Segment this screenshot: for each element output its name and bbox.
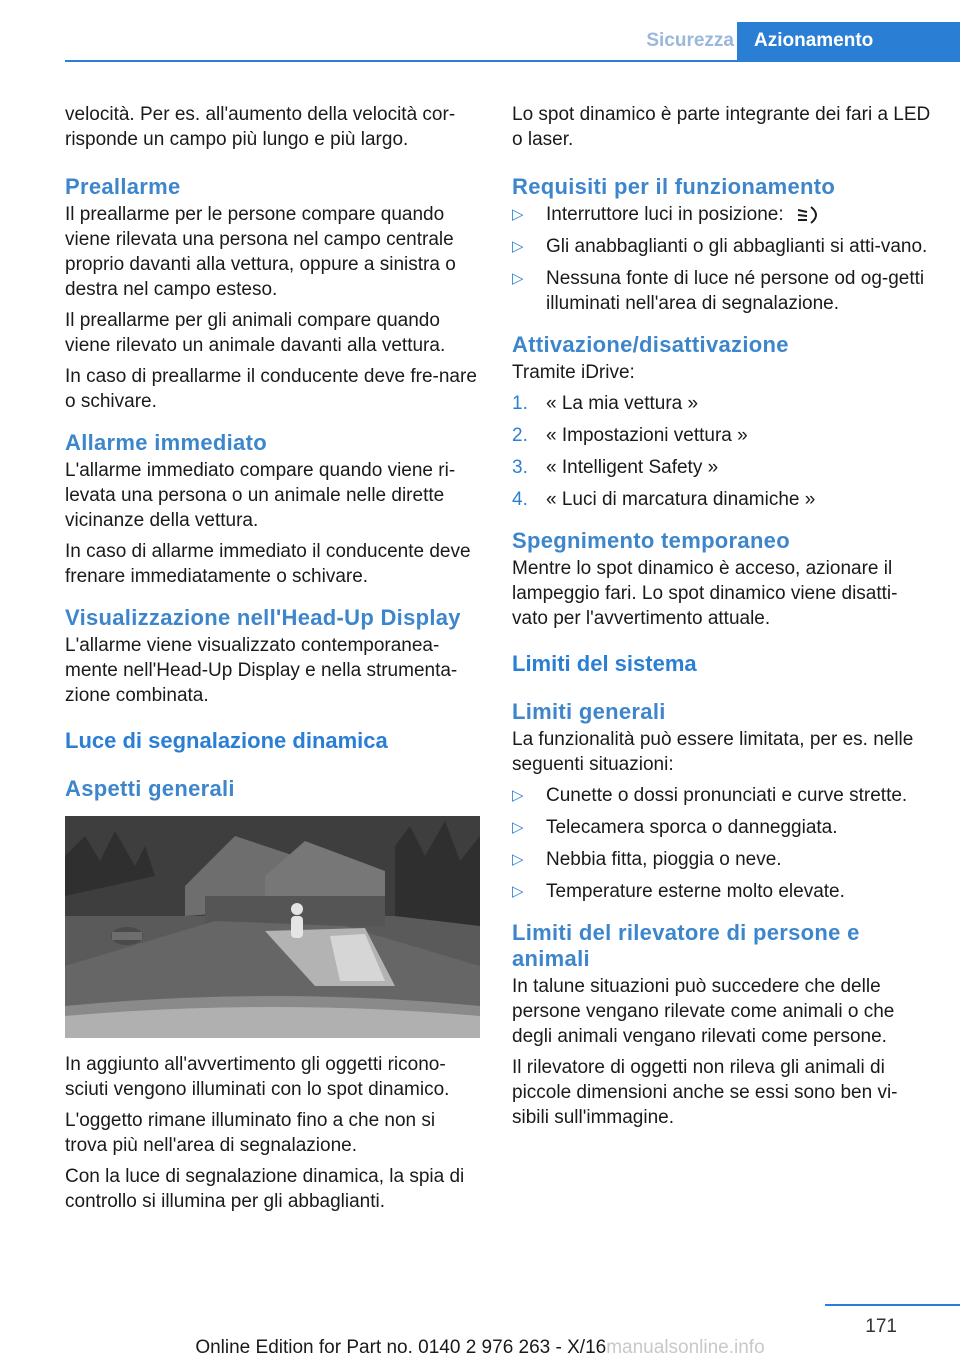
heading-luce-segnalazione: Luce di segnalazione dinamica [65,728,388,753]
heading-attivazione: Attivazione/disattivazione [512,332,789,357]
heading-allarme-immediato: Allarme immediato [65,430,267,455]
right-column [512,102,932,1136]
header-tab-label: Azionamento [737,22,960,62]
triangle-right-icon: ▷ [512,819,524,836]
heading-requisiti: Requisiti per il funzionamento [512,174,836,199]
footer-rule [825,1304,960,1306]
limits-list [512,783,932,904]
paragraph: In caso di preallarme il conducente deve fre-nare o schivare. [65,366,477,412]
edition-footer [0,1337,960,1359]
intro-paragraph: velocità. Per es. all'aumento della velocità cor-risponde un campo più lungo e più largo. [65,104,456,150]
intro-paragraph: Lo spot dinamico è parte integrante dei fari a LED o laser. [512,104,931,150]
list-item: ▷ Gli anabbaglianti o gli abbaglianti si atti-vano. [512,236,928,257]
paragraph: In caso di allarme immediato il conducente deve frenare immediatamente o schivare. [65,541,471,587]
night-road-illustration [65,816,480,1038]
paragraph: Tramite iDrive: [512,362,635,383]
triangle-right-icon: ▷ [512,787,524,804]
paragraph: Il preallarme per le persone compare quando viene rilevata una persona nel campo centrale proprio davanti alla vettura, oppure a sinistra o destra nel campo esteso. [65,204,456,300]
watermark: manualsonline.info [606,1337,765,1358]
list-item: ▷ Temperature esterne molto elevate. [512,881,845,902]
heading-hud: Visualizzazione nell'Head-Up Display [65,605,461,630]
page-number: 171 [865,1316,897,1337]
triangle-right-icon: ▷ [512,238,524,255]
header-section-label: Sicurezza [646,30,734,51]
list-item: 1. « La mia vettura » [512,393,699,414]
paragraph: Con la luce di segnalazione dinamica, la spia di controllo si illumina per gli abbaglianti. [65,1166,465,1212]
paragraph: L'oggetto rimane illuminato fino a che non si trova più nell'area di segnalazione. [65,1110,436,1156]
left-column [65,102,480,1220]
heading-aspetti-generali: Aspetti generali [65,776,235,801]
list-item: 3. « Intelligent Safety » [512,457,719,478]
steps-list [512,391,932,512]
paragraph: L'allarme immediato compare quando viene ri-levata una persona o un animale nelle dirette vicinanze della vettura. [65,460,456,531]
requirements-list [512,202,932,316]
paragraph: Il rilevatore di oggetti non rileva gli animali di piccole dimensioni anche se essi sono ben vi-sibili sull'immagine. [512,1057,898,1128]
heading-limiti-generali: Limiti generali [512,699,666,724]
triangle-right-icon: ▷ [512,883,524,900]
heading-limiti-rilevatore: Limiti del rilevatore di persone e animali [512,920,860,971]
paragraph: Il preallarme per gli animali compare quando viene rilevato un animale davanti alla vettura. [65,310,446,356]
heading-preallarme: Preallarme [65,174,181,199]
paragraph: L'allarme viene visualizzato contemporanea-mente nell'Head-Up Display e nella strumenta-zione combinata. [65,635,458,706]
headlight-switch-icon [797,204,823,226]
paragraph: Mentre lo spot dinamico è acceso, azionare il lampeggio fari. Lo spot dinamico viene disatti-vato per l'avvertimento attuale. [512,558,898,629]
edition-text: Online Edition for Part no. 0140 2 976 263 - X/16 [195,1337,607,1358]
triangle-right-icon: ▷ [512,851,524,868]
heading-limiti-sistema: Limiti del sistema [512,651,697,676]
triangle-right-icon: ▷ [512,206,524,223]
triangle-right-icon: ▷ [512,270,524,287]
list-item: ▷ Telecamera sporca o danneggiata. [512,817,838,838]
heading-spegnimento: Spegnimento temporaneo [512,528,790,553]
paragraph: In talune situazioni può succedere che delle persone vengano rilevate come animali o che degli animali vengano rilevati come persone. [512,976,895,1047]
list-item: ▷ Cunette o dossi pronunciati e curve strette. [512,785,908,806]
paragraph: In aggiunto all'avvertimento gli oggetti ricono-sciuti vengono illuminati con lo spot dinamico. [65,1054,450,1100]
list-item: 4. « Luci di marcatura dinamiche » [512,489,816,510]
paragraph: La funzionalità può essere limitata, per es. nelle seguenti situazioni: [512,729,914,775]
list-item: ▷ Nebbia fitta, pioggia o neve. [512,849,782,870]
list-item: 2. « Impostazioni vettura » [512,425,748,446]
list-item: ▷ Nessuna fonte di luce né persone od og-getti illuminati nell'area di segnalazione. [512,268,925,314]
list-item: ▷ Interruttore luci in posizione: [512,202,932,227]
